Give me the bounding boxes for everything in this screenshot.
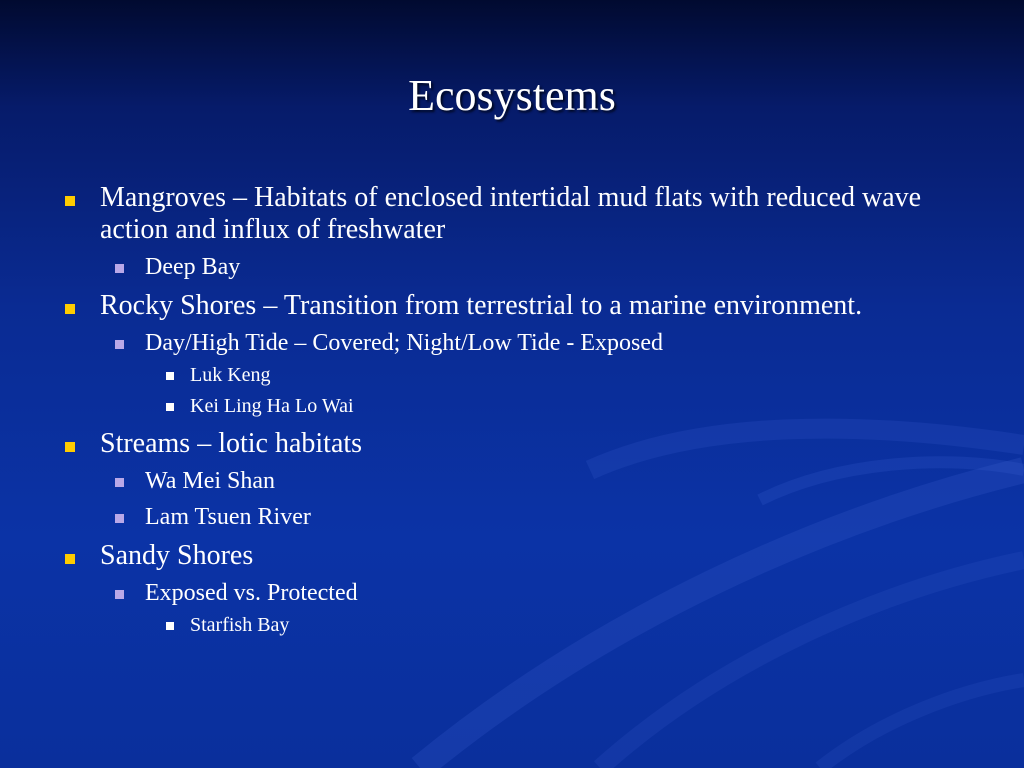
sub-sub-bullet-item-kei-ling-ha-lo-wai (60, 392, 960, 420)
square-bullet-icon (65, 554, 75, 564)
bullet-item-mangroves (60, 182, 960, 246)
bullet-text: Day/High Tide – Covered; Night/Low Tide - Exposed (145, 330, 664, 356)
bullet-list (60, 182, 960, 639)
bullet-text: Sandy Shores (100, 540, 254, 571)
bullet-text: Mangroves – Habitats of enclosed intertidal mud flats with reduced wave action and influx of freshwater (100, 182, 922, 245)
sub-sub-bullet-item-luk-keng (60, 361, 960, 389)
square-bullet-icon (166, 403, 174, 411)
bullet-text: Starfish Bay (190, 614, 290, 636)
bullet-text: Rocky Shores – Transition from terrestrial to a marine environment. (100, 290, 863, 321)
square-bullet-icon (115, 264, 124, 273)
bullet-item-rocky-shores (60, 290, 960, 322)
sub-bullet-item-exposed-vs-protected (60, 578, 960, 608)
square-bullet-icon (65, 442, 75, 452)
square-bullet-icon (115, 478, 124, 487)
bullet-text: Luk Keng (190, 364, 271, 386)
square-bullet-icon (166, 622, 174, 630)
sub-bullet-item-deep-bay (60, 252, 960, 282)
bullet-text: Exposed vs. Protected (145, 580, 358, 606)
sub-bullet-item-tide (60, 328, 960, 358)
bullet-text: Wa Mei Shan (145, 468, 276, 494)
bullet-text: Kei Ling Ha Lo Wai (190, 395, 354, 417)
slide-title: Ecosystems (408, 71, 616, 120)
bullet-text: Streams – lotic habitats (100, 428, 363, 459)
square-bullet-icon (166, 372, 174, 380)
square-bullet-icon (115, 514, 124, 523)
square-bullet-icon (115, 340, 124, 349)
square-bullet-icon (65, 304, 75, 314)
sub-sub-bullet-item-starfish-bay (60, 611, 960, 639)
bullet-text: Lam Tsuen River (145, 504, 311, 530)
square-bullet-icon (65, 196, 75, 206)
sub-bullet-item-lam-tsuen-river (60, 502, 960, 532)
bullet-item-streams (60, 428, 960, 460)
bullet-text: Deep Bay (145, 254, 241, 280)
sub-bullet-item-wa-mei-shan (60, 466, 960, 496)
square-bullet-icon (115, 590, 124, 599)
bullet-item-sandy-shores (60, 540, 960, 572)
